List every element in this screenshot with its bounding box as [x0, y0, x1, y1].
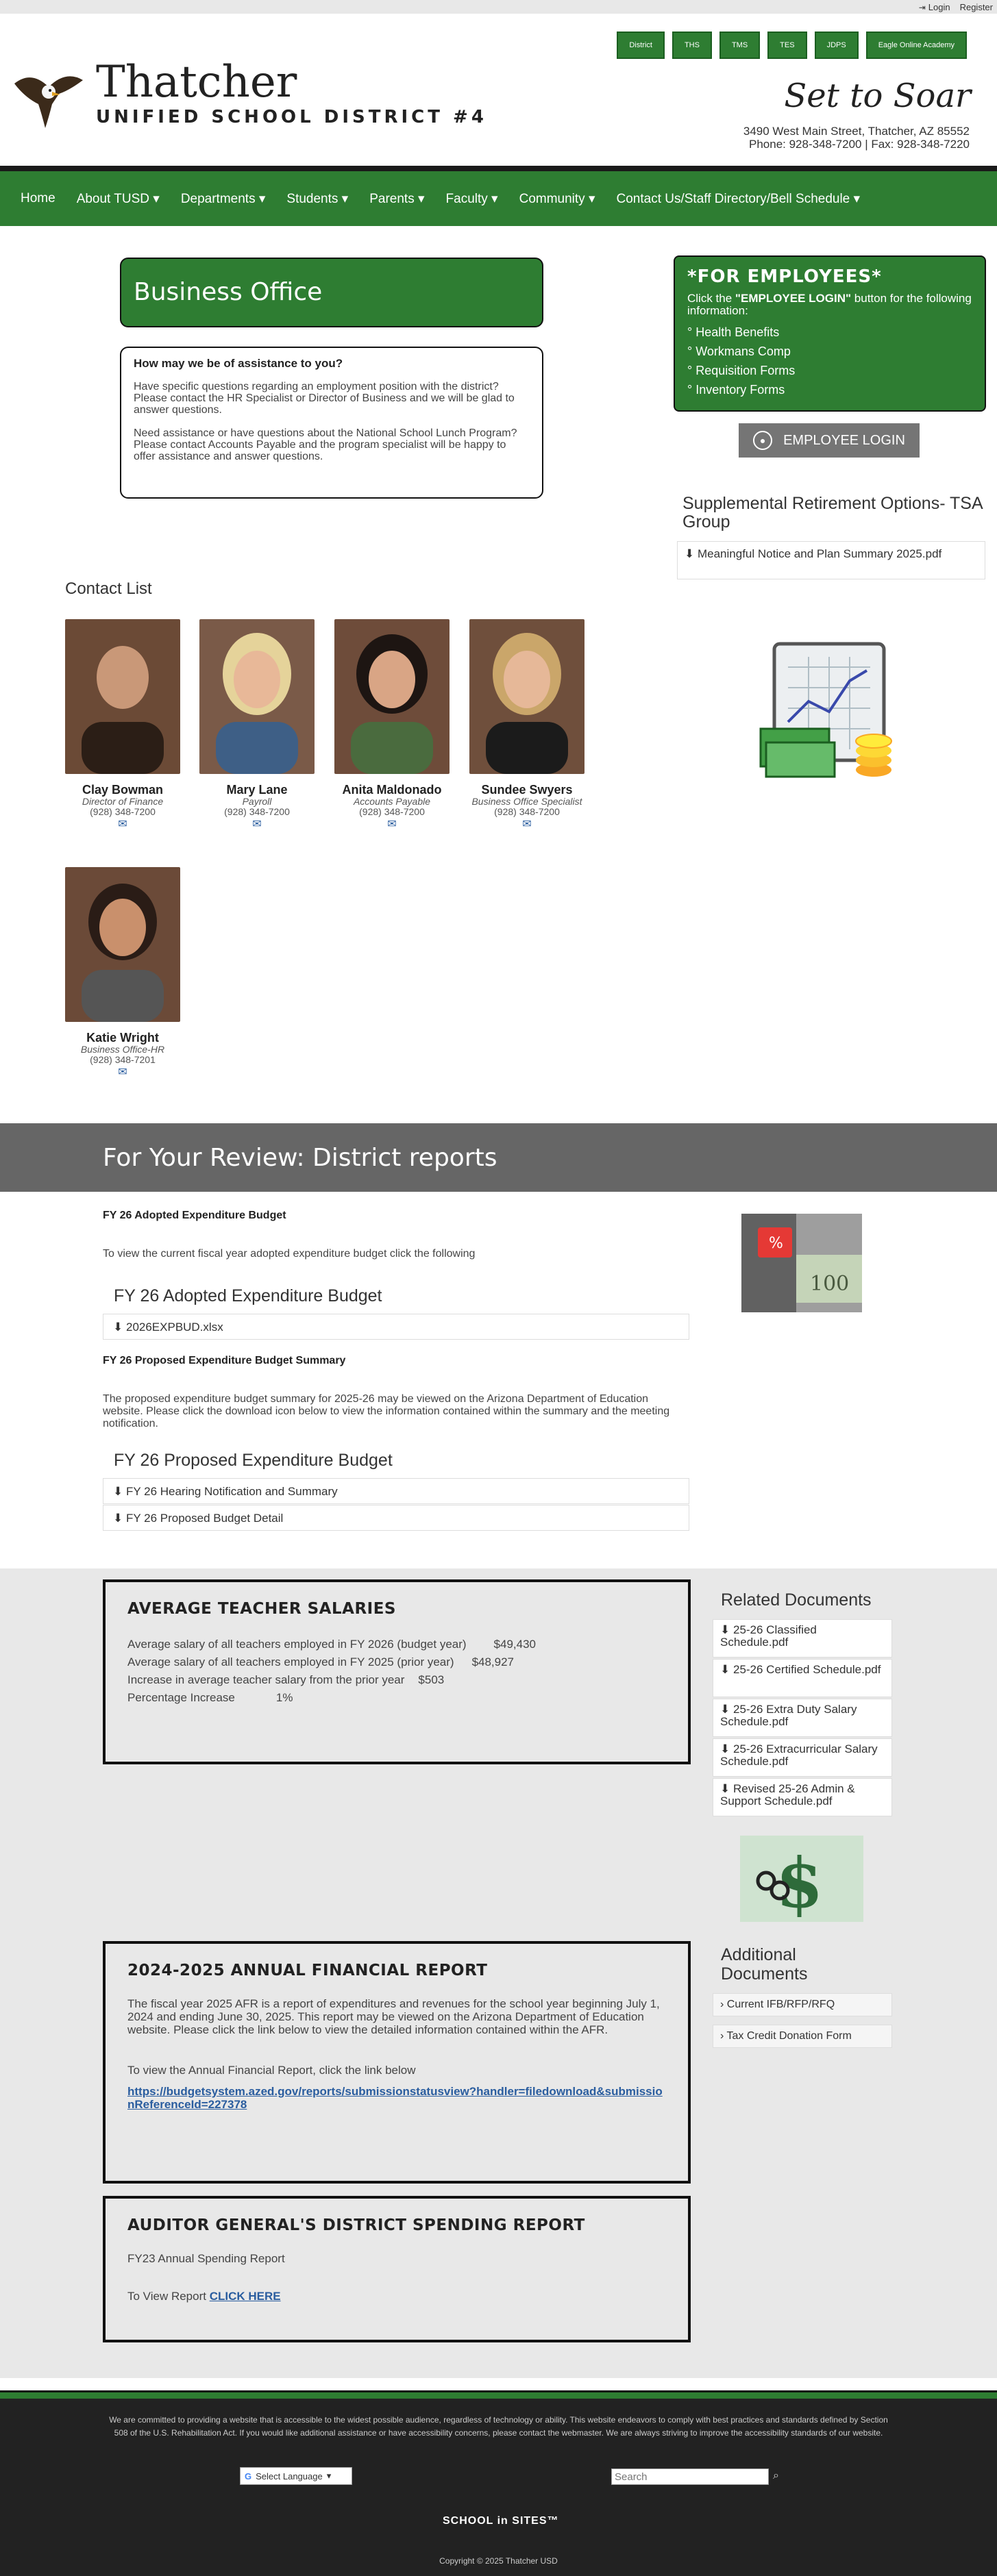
chevron-down-icon: ▾ [326, 2471, 332, 2481]
review-band [0, 1123, 997, 1192]
employee-info-item: ° Requisition Forms [687, 364, 796, 377]
additional-doc-link[interactable] [713, 2025, 892, 2048]
proposed-panel-title: FY 26 Proposed Expenditure Budget [114, 1451, 393, 1470]
adopted-text: To view the current fiscal year adopted expenditure budget click the following [103, 1248, 476, 1260]
finance-chart-icon [754, 640, 904, 784]
staff-title: Accounts Payable [353, 796, 431, 807]
related-doc-label: Revised 25-26 Admin & Support Schedule.pdf [720, 1782, 855, 1808]
download-icon: ⬇ [685, 547, 695, 560]
afr-link-intro: To view the Annual Financial Report, click the link below [127, 2064, 416, 2077]
additional-doc-link[interactable] [713, 1993, 892, 2016]
employee-info-item: ° Workmans Comp [687, 345, 791, 358]
adopted-panel-title: FY 26 Adopted Expenditure Budget [114, 1286, 382, 1305]
adopted-heading [103, 1210, 286, 1222]
brand-name: Thatcher [96, 57, 297, 108]
language-select-label: Select Language [256, 2471, 323, 2481]
related-doc-label: 25-26 Certified Schedule.pdf [733, 1663, 881, 1676]
download-icon: ⬇ [720, 1623, 730, 1636]
salary-row [127, 1653, 666, 1671]
proposed-file-link[interactable] [103, 1505, 689, 1531]
afr-text: The fiscal year 2025 AFR is a report of expenditures and revenues for the school year beginning July 1, 2024 and ending June 30, 2025. This report may be viewed on the Arizona Department of Education website. Please click the link below to view the detailed information contained within the AFR. [127, 1997, 660, 2036]
page-title: Business Office [134, 278, 323, 306]
sro-file-label: Meaningful Notice and Plan Summary 2025.pdf [697, 547, 942, 560]
user-icon: ● [753, 431, 772, 450]
staff-name: Clay Bowman [82, 783, 164, 797]
school-button-district[interactable]: District [617, 32, 665, 59]
district-address [743, 125, 970, 151]
login-link[interactable] [919, 2, 950, 12]
register-link[interactable]: Register [959, 1, 993, 12]
adopted-file-label: 2026EXPBUD.xlsx [125, 1321, 223, 1334]
download-icon: ⬇ [113, 1485, 123, 1498]
salary-label: Average salary of all teachers employed in FY 2025 (prior year) [127, 1655, 454, 1668]
brand[interactable] [96, 58, 487, 127]
related-documents-title: Related Documents [721, 1590, 872, 1610]
email-icon[interactable]: ✉ [118, 1066, 127, 1078]
svg-text:100: 100 [810, 1272, 850, 1296]
footer-divider [0, 2390, 997, 2399]
staff-photo [469, 619, 584, 774]
schoolinsites-logo[interactable]: SCHOOL in SITES™ [443, 2515, 559, 2527]
related-doc-link[interactable] [713, 1699, 892, 1737]
intro-text: Click the [687, 292, 735, 305]
salary-value: $48,927 [471, 1655, 515, 1668]
nav-students[interactable]: Students ▾ [286, 191, 349, 206]
proposed-file-label: FY 26 Hearing Notification and Summary [125, 1485, 338, 1498]
teacher-salaries-card [103, 1579, 691, 1764]
salaries-title: AVERAGE TEACHER SALARIES [127, 1600, 396, 1618]
sro-title: Supplemental Retirement Options- TSA Group [682, 494, 983, 532]
salary-value: $49,430 [493, 1638, 536, 1651]
related-doc-label: 25-26 Extracurricular Salary Schedule.pdf [720, 1742, 878, 1768]
svg-text:$: $ [776, 1842, 824, 1922]
chevron-right-icon: › [720, 2030, 724, 2042]
download-icon: ⬇ [720, 1742, 730, 1755]
download-icon: ⬇ [720, 1703, 730, 1716]
proposed-heading-text: FY 26 Proposed Expenditure Budget Summary [103, 1355, 346, 1366]
motto: Set to Soar [784, 77, 971, 115]
staff-title: Director of Finance [82, 796, 164, 807]
auditor-report-card [103, 2196, 691, 2342]
adopted-heading-text: FY 26 Adopted Expenditure Budget [103, 1210, 286, 1221]
auditor-click-here-link[interactable]: CLICK HERE [209, 2290, 281, 2303]
search-icon[interactable]: ⌕ [773, 2470, 779, 2481]
download-icon: ⬇ [720, 1782, 730, 1795]
download-icon: ⬇ [720, 1663, 730, 1676]
afr-title: 2024-2025 ANNUAL FINANCIAL REPORT [127, 1962, 488, 1979]
google-icon: G [245, 2471, 252, 2481]
email-icon[interactable]: ✉ [252, 818, 262, 830]
additional-doc-label: Tax Credit Donation Form [726, 2030, 852, 2042]
school-buttons [617, 32, 967, 59]
accessibility-note: We are committed to providing a website that is accessible to the widest possible audience, regardless of technology or ability. This website endeavors to comply with best practices and standards defined by Section 508 of the U.S. Rehabilitation Act. If you would like additional assistance or have accessibility concerns, please contact the webmaster. We are always striving to improve the accessibility standards of our website. [109, 2415, 888, 2438]
staff-phone: (928) 348-7200 [224, 806, 290, 817]
staff-phone: (928) 348-7201 [90, 1054, 156, 1065]
main-nav [0, 166, 997, 226]
related-doc-link[interactable] [713, 1738, 892, 1777]
eagle-logo-icon[interactable] [11, 63, 86, 132]
business-office-banner [120, 258, 543, 327]
related-doc-link[interactable] [713, 1659, 892, 1697]
staff-card [334, 619, 450, 831]
additional-doc-label: Current IFB/RFP/RFQ [726, 1999, 835, 2010]
annual-financial-report-card [103, 1941, 691, 2184]
intro-text: button for the following information: [687, 292, 972, 317]
staff-photo [65, 619, 180, 774]
chevron-right-icon: › [720, 1999, 724, 2010]
staff-phone: (928) 348-7200 [494, 806, 560, 817]
staff-name: Sundee Swyers [481, 783, 573, 797]
employees-title: *FOR EMPLOYEES* [687, 266, 882, 287]
email-icon[interactable]: ✉ [387, 818, 397, 830]
school-button-ths[interactable]: THS [672, 32, 712, 59]
auditor-view-label: To View Report [127, 2290, 210, 2303]
contact-list-title: Contact List [65, 579, 152, 598]
staff-card [65, 619, 180, 831]
copyright: Copyright © 2025 Thatcher USD [439, 2556, 558, 2566]
language-select[interactable] [240, 2467, 352, 2485]
svg-text:%: % [769, 1235, 783, 1252]
proposed-file-label: FY 26 Proposed Budget Detail [125, 1512, 284, 1525]
assistance-paragraph: Have specific questions regarding an employment position with the district? Please contact the HR Specialist or Director of Business and we will be glad to answer questions. [134, 381, 515, 416]
school-button-eoa[interactable]: Eagle Online Academy [866, 32, 967, 59]
auditor-title: AUDITOR GENERAL'S DISTRICT SPENDING REPORT [127, 2216, 585, 2234]
employee-info-item: ° Inventory Forms [687, 383, 785, 397]
address-line: 3490 West Main Street, Thatcher, AZ 85552 [743, 125, 970, 138]
assistance-box [120, 347, 543, 499]
salary-label: Average salary of all teachers employed in FY 2026 (budget year) [127, 1638, 467, 1651]
salary-label: Increase in average teacher salary from the prior year [127, 1673, 405, 1686]
staff-title: Business Office Specialist [471, 796, 582, 807]
staff-name: Katie Wright [86, 1031, 159, 1045]
staff-card [199, 619, 315, 831]
sro-file-link[interactable] [677, 541, 985, 579]
staff-title: Business Office-HR [80, 1044, 165, 1055]
related-doc-label: 25-26 Extra Duty Salary Schedule.pdf [720, 1703, 857, 1728]
proposed-heading [103, 1355, 345, 1367]
salary-value: 1% [275, 1691, 293, 1704]
nav-contact[interactable]: Contact Us/Staff Directory/Bell Schedule ▾ [616, 191, 861, 206]
auditor-view-line [127, 2290, 666, 2303]
nav-home[interactable]: Home [21, 191, 56, 205]
employees-intro [687, 292, 972, 317]
staff-photo [65, 867, 180, 1022]
school-button-tms[interactable]: TMS [719, 32, 760, 59]
staff-card [469, 619, 584, 831]
employee-login-label: EMPLOYEE LOGIN [783, 432, 905, 448]
download-icon: ⬇ [113, 1512, 123, 1525]
salary-row [127, 1671, 666, 1689]
salary-row [127, 1689, 666, 1707]
staff-phone: (928) 348-7200 [90, 806, 156, 817]
login-label: Login [928, 1, 950, 12]
email-icon[interactable]: ✉ [522, 818, 532, 830]
nav-faculty[interactable]: Faculty ▾ [445, 191, 498, 206]
staff-photo [334, 619, 450, 774]
dollar-image [740, 1836, 863, 1922]
top-utility-bar [0, 0, 997, 14]
salary-label: Percentage Increase [127, 1691, 235, 1704]
employees-box [674, 255, 986, 412]
download-icon: ⬇ [113, 1321, 123, 1334]
related-doc-label: 25-26 Classified Schedule.pdf [720, 1623, 817, 1649]
review-band-title: For Your Review: District reports [103, 1144, 497, 1172]
nav-about[interactable]: About TUSD ▾ [76, 191, 160, 206]
staff-name: Anita Maldonado [342, 783, 442, 797]
school-button-jdps[interactable]: JDPS [815, 32, 859, 59]
related-doc-link[interactable] [713, 1619, 892, 1658]
employee-info-item: ° Health Benefits [687, 325, 780, 339]
phone-fax-line: Phone: 928-348-7200 | Fax: 928-348-7220 [749, 138, 970, 151]
salary-row [127, 1636, 666, 1653]
site-header [0, 14, 997, 166]
auditor-text: FY23 Annual Spending Report [127, 2252, 285, 2265]
search-input[interactable] [611, 2468, 769, 2485]
related-doc-link[interactable] [713, 1778, 892, 1816]
nav-community[interactable]: Community ▾ [519, 191, 595, 206]
nav-parents[interactable]: Parents ▾ [369, 191, 425, 206]
assistance-title: How may we be of assistance to you? [134, 357, 343, 370]
staff-card [65, 867, 180, 1079]
afr-link[interactable]: https://budgetsystem.azed.gov/reports/submissionstatusview?handler=filedownload&submissionReferenceId=227378 [127, 2085, 663, 2111]
staff-photo [199, 619, 315, 774]
intro-bold: "EMPLOYEE LOGIN" [735, 292, 852, 305]
calculator-image [741, 1214, 862, 1312]
additional-documents-title: Additional Documents [721, 1945, 808, 1984]
proposed-text: The proposed expenditure budget summary for 2025-26 may be viewed on the Arizona Department of Education website. Please click the download icon below to view the information contained within the summary and the meeting notification. [103, 1393, 670, 1429]
brand-subtitle: UNIFIED SCHOOL DISTRICT #4 [96, 107, 487, 127]
staff-title: Payroll [242, 796, 272, 807]
site-footer [0, 2399, 997, 2576]
salary-value: $503 [418, 1673, 445, 1686]
adopted-file-link[interactable] [103, 1314, 689, 1340]
proposed-file-link[interactable] [103, 1478, 689, 1504]
login-icon: ⇥ [918, 2, 926, 12]
staff-name: Mary Lane [226, 783, 288, 797]
email-icon[interactable]: ✉ [118, 818, 127, 830]
staff-phone: (928) 348-7200 [359, 806, 425, 817]
school-button-tes[interactable]: TES [767, 32, 807, 59]
nav-departments[interactable]: Departments ▾ [180, 191, 266, 206]
employee-login-button[interactable] [739, 423, 920, 458]
assistance-paragraph: Need assistance or have questions about the National School Lunch Program? Please contact Accounts Payable and the program specialist will be happy to offer assistance and answer questions. [134, 427, 517, 462]
